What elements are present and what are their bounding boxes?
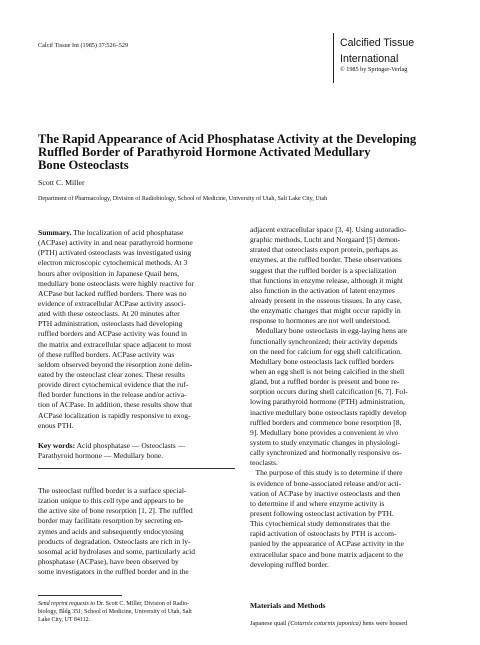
body-text-line: inactive medullary bone osteoclasts rapidly develop xyxy=(250,407,407,417)
summary-text-line: the matrix and extracellular space adjacent to most xyxy=(38,339,192,349)
body-text-line: already present in the osseous tissues. In any case, xyxy=(250,295,402,305)
summary-text-line: ruffled borders and ACPase activity was found in xyxy=(38,329,187,339)
footnote-rule xyxy=(38,595,122,596)
article-title xyxy=(38,133,438,173)
footnote-label: Send reprint requests to xyxy=(38,601,96,607)
summary-text-line: hours after oviposition in Japanese Quail hens, xyxy=(38,268,180,278)
intro-text-line: zymes and acids and subsequently endocytosing xyxy=(38,526,184,536)
body-text-line: lowing parathyroid hormone (PTH) administration, xyxy=(250,397,405,407)
summary-text-line: medullary bone osteoclasts were highly reactive for xyxy=(38,278,194,288)
footnote-line: Dr. Scott C. Miller, Division of Radio- xyxy=(95,601,190,607)
body-text-line: to determine if and where enzyme activity is xyxy=(250,498,385,508)
title-line: Bone Osteoclasts xyxy=(38,158,129,173)
summary-text-line: ACPase but lacked ruffled borders. There was no xyxy=(38,288,187,298)
left-column xyxy=(38,228,235,461)
body-text-line: functionally synchronized; their activity depends xyxy=(250,336,398,346)
summary-text-line: ated with these osteoclasts. At 20 minutes after xyxy=(38,309,180,319)
body-text-line: Medullary bone osteoclasts lack ruffled borders xyxy=(250,356,394,366)
journal-name-line1: Calcified Tissue xyxy=(340,37,415,49)
body-text-line: enzymes, at the ruffled border. These observations xyxy=(250,255,402,265)
summary-text-line: fled border functions in the release and/or activa- xyxy=(38,390,187,400)
intro-text-line: ization unique to this cell type and appears to be xyxy=(38,496,184,506)
body-text-line: sorption occurs during shell calcification [6, 7]. Fol- xyxy=(250,387,408,397)
summary-text-line: PTH administration, osteoclasts had developing xyxy=(38,319,183,329)
body-text-line: suggest that the ruffled border is a specialization xyxy=(250,265,397,275)
summary-text-line: enous PTH. xyxy=(38,420,74,430)
body-text-line: response to hormones are not well understood. xyxy=(250,316,391,326)
summary-text-line: of these ruffled borders. ACPase activity was xyxy=(38,349,175,359)
body-text-line: This cytochemical study demonstrates that the xyxy=(250,519,390,529)
section-rule xyxy=(38,468,235,469)
summary-text-line: (PTH) activated osteoclasts was investigated using xyxy=(38,248,192,258)
summary-text-line: (ACPase) activity in and near parathyroid hormone xyxy=(38,238,193,248)
body-text-line: also function in the activation of latent enzymes xyxy=(250,285,395,295)
body-text-line: is evidence of bone-associated release and/or acti- xyxy=(250,478,402,488)
body-text-line: that functions in enzyme release, although it might xyxy=(250,275,403,285)
body-text-line: ruffled borders and commence bone resorption [8, xyxy=(250,417,402,427)
body-text-line: system to study enzymatic changes in physiologi- xyxy=(250,437,401,447)
publisher-line: © 1985 by Springer-Verlag xyxy=(340,66,408,73)
right-column xyxy=(250,225,447,570)
summary-text-line: tion of ACPase. In addition, these results show that xyxy=(38,400,193,410)
methods-text: Japanese quail xyxy=(250,620,289,627)
footnote-line: Lake City, UT 84112. xyxy=(38,617,91,624)
methods-first-line xyxy=(250,620,407,627)
intro-text-line: the active site of bone resorption [1, 2]. The ruffled xyxy=(38,506,193,516)
summary-text-line: electron microscopic cytochemical methods. At 3 xyxy=(38,258,188,268)
in-vivo-italic: in vivo xyxy=(378,427,399,437)
introduction-text xyxy=(38,486,235,577)
body-text-line: teoclasts. xyxy=(250,458,278,468)
title-line: Ruffled Border of Parathyroid Hormone Activated Medullary xyxy=(38,145,371,160)
body-text-line: rapid activation of osteoclasts by PTH is accom- xyxy=(250,529,397,539)
journal-masthead xyxy=(333,33,449,83)
intro-text-line: some investigators in the ruffled border and in the xyxy=(38,567,189,577)
keywords-text-line: Parathyroid hormone — Medullary bone. xyxy=(38,450,164,460)
body-text-line: present following osteoclast activation by PTH. xyxy=(250,508,394,518)
journal-name-line2: International xyxy=(340,53,399,65)
body-text-line: on the need for calcium for egg shell calcification. xyxy=(250,346,402,356)
body-text-line: The purpose of this study is to determine if there xyxy=(250,468,403,478)
title-line: The Rapid Appearance of Acid Phosphatase Activity at the Developing xyxy=(38,132,417,146)
species-italic: (Coturnix coturnix japonica) xyxy=(288,620,361,627)
author-affiliation: Department of Pharmacology, Division of Radiobiology, School of Medicine, University of Utah, Salt Lake City, Utah xyxy=(38,196,328,202)
body-text-line: gland, but a ruffled border is present and bone re- xyxy=(250,377,400,387)
body-text-line: when an egg shell is not being calcified in the shell xyxy=(250,366,405,376)
section-heading-methods: Materials and Methods xyxy=(250,601,326,610)
intro-text-line: products of degradation. Osteoclasts are rich in ly- xyxy=(38,536,191,546)
body-text-line: Medullary bone osteoclasts in egg-laying hens are xyxy=(250,326,407,336)
author-name: Scott C. Miller xyxy=(38,178,85,187)
intro-text-line: phosphatase (ACPase), have been observed by xyxy=(38,556,179,566)
body-text-line: developing ruffled border. xyxy=(250,559,329,569)
body-text-line: vation of ACPase by inactive osteoclasts and then xyxy=(250,488,401,498)
body-text-line: adjacent extracellular space [3, 4]. Using autoradio- xyxy=(250,225,407,234)
summary-label: Summary. xyxy=(38,228,72,237)
summary-text-line: seldom observed beyond the resorption zone delin- xyxy=(38,359,193,369)
methods-text: hens were housed xyxy=(360,620,408,627)
citation-line: Calcif Tissue Int (1985) 37:526–529 xyxy=(38,42,129,49)
intro-text-line: border may facilitate resorption by secreting en- xyxy=(38,516,184,526)
body-text-line: strated that osteoclasts export protein, perhaps as xyxy=(250,245,398,255)
keywords-label: Key words: xyxy=(38,440,76,450)
summary-text-line: evidence of extracellular ACPase activity associ- xyxy=(38,298,186,308)
intro-text-line: sosomal acid hydrolases and some, particularly acid xyxy=(38,546,195,556)
summary-text-line: eated by the osteoclast clear zones. These results xyxy=(38,369,185,379)
body-text-line: the enzymatic changes that might occur rapidly in xyxy=(250,306,401,316)
reprint-footnote xyxy=(38,600,238,625)
summary-text-line: provide direct cytochemical evidence that the ruf- xyxy=(38,380,189,390)
summary-text-line: The localization of acid phosphatase xyxy=(71,228,184,237)
body-text-line: panied by the appearance of ACPase activity in the xyxy=(250,539,404,549)
body-text-line: cally synchronized and hormonally responsive os- xyxy=(250,448,402,458)
body-text-line: graphic methods, Lucht and Norgaard [5] demon- xyxy=(250,235,401,245)
footnote-line: biology, Bldg 351, School of Medicine, University of Utah, Salt xyxy=(38,609,192,616)
keywords-text-line: Acid phosphatase — Osteoclasts — xyxy=(75,440,186,450)
body-text-line: extracellular space and bone matrix adjacent to the xyxy=(250,549,404,559)
body-text-line: 9]. Medullary bone provides a convenient xyxy=(250,427,379,437)
intro-text-line: The osteoclast ruffled border is a surface special- xyxy=(38,486,187,495)
summary-text-line: ACPase localization is rapidly responsive to exog- xyxy=(38,410,191,420)
